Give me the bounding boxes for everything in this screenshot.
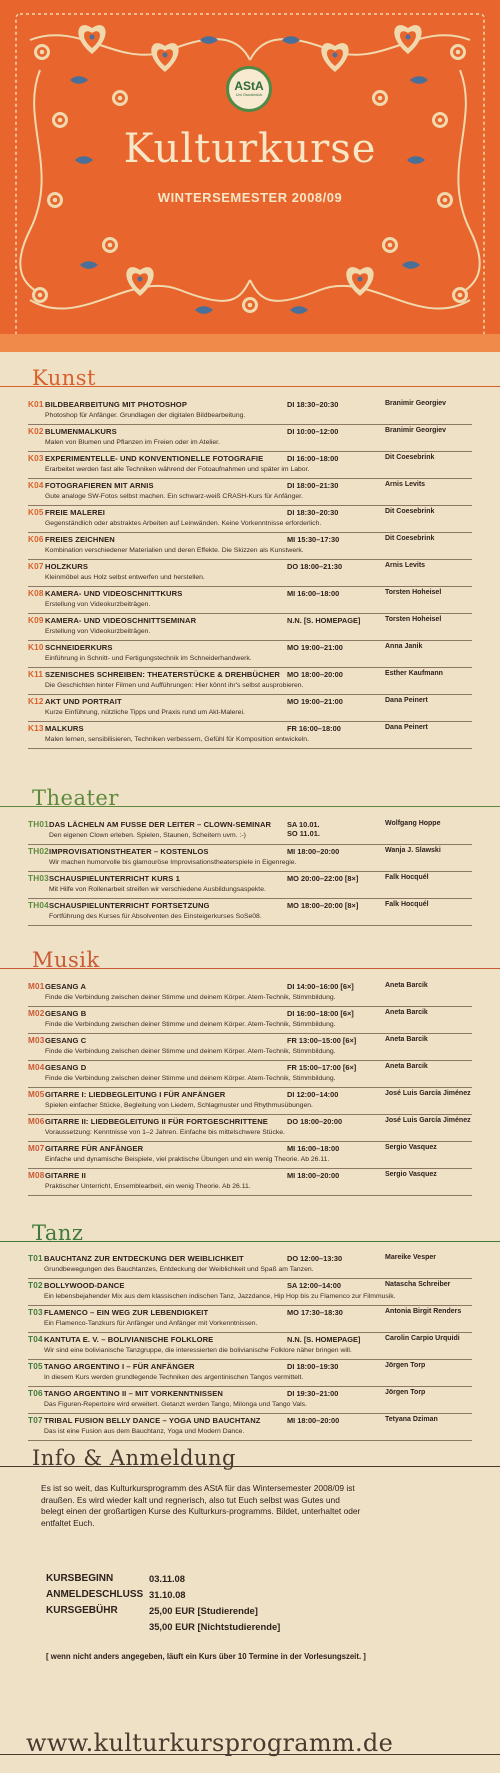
course-time: DO 18:00–21:30: [287, 562, 343, 571]
course-time: MO 20:00–22:00 [8×]: [287, 874, 359, 883]
course-code: M08: [28, 1171, 45, 1180]
course-title: HOLZKURS: [45, 562, 88, 571]
course-row: [28, 980, 472, 1007]
course-teacher: Arnis Levits: [385, 562, 426, 569]
page-subtitle: WINTERSEMESTER 2008/09: [157, 190, 343, 205]
course-code: K07: [28, 562, 44, 571]
course-teacher: José Luis García Jiménez: [385, 1090, 471, 1097]
course-row: [28, 872, 472, 899]
anmeldeschluss-label: ANMELDESCHLUSS: [46, 1589, 144, 1600]
course-code: T07: [28, 1416, 43, 1425]
course-teacher: Dit Coesebrink: [385, 454, 435, 461]
course-time: MI 16:00–18:00: [287, 1144, 340, 1153]
course-code: T06: [28, 1389, 43, 1398]
course-code: T03: [28, 1308, 43, 1317]
header-banner: [0, 0, 500, 352]
page-title: Kulturkurse: [123, 126, 377, 172]
info-paragraph: Es ist so weit, das Kulturkursprogramm des AStA für das Wintersemester 2008/09 ist draußen. Es wird wieder kalt und regnerisch, also tut Euch selbst was Gutes und belegt einen der großartigen Kurse des Kulturkurs-programms. Bildet, unterhaltet oder entfaltet Euch.: [41, 1483, 361, 1528]
course-code: M04: [28, 1063, 45, 1072]
anmeldeschluss-value: 31.10.08: [149, 1589, 186, 1600]
asta-logo-text: AStA: [234, 79, 264, 93]
course-time: DI 10:00–12:00: [287, 427, 339, 436]
course-title: DAS LÄCHELN AM FUSSE DER LEITER – CLOWN-SEMINAR: [49, 820, 272, 829]
course-row: [28, 1279, 472, 1306]
course-description: Praktischer Unterricht, Ensemblearbeit, ein wenig Theorie. Ab 26.11.: [45, 1183, 251, 1190]
course-list-theater: [28, 818, 472, 926]
course-title: TANGO ARGENTINO II – MIT VORKENNTNISSEN: [44, 1389, 223, 1398]
course-title: SZENISCHES SCHREIBEN: THEATERSTÜCKE & DREHBÜCHER: [45, 670, 281, 679]
course-description: Das ist eine Fusion aus dem Bauchtanz, Yoga und Modern Dance.: [44, 1428, 245, 1435]
course-time: FR 15:00–17:00 [6×]: [287, 1063, 357, 1072]
course-teacher: Natascha Schreiber: [385, 1281, 451, 1288]
course-code: K02: [28, 427, 44, 436]
course-time: N.N. [S. HOMEPAGE]: [287, 1335, 361, 1344]
course-description: Voraussetzung: Kenntnisse von 1–2 Jahren. Einfache bis mittelschwere Stücke.: [45, 1129, 285, 1136]
section-title-theater: Theater: [32, 786, 119, 810]
url-rule: [0, 1754, 500, 1755]
course-description: Einfache und dynamische Beispiele, viel praktische Übungen und ein wenig Theorie. Ab 26.11.: [45, 1156, 330, 1163]
course-description: Malen von Blumen und Pflanzen im Freien oder im Atelier.: [45, 439, 220, 446]
course-code: K05: [28, 508, 44, 517]
course-time: DO 18:00–20:00: [287, 1117, 343, 1126]
course-title: BAUCHTANZ ZUR ENTDECKUNG DER WEIBLICHKEIT: [44, 1254, 244, 1263]
folk-ornament-frame: [0, 0, 500, 352]
course-title: BILDBEARBEITUNG MIT PHOTOSHOP: [45, 400, 187, 409]
course-title: FREIE MALEREI: [45, 508, 105, 517]
course-time: MI 16:00–18:00: [287, 589, 340, 598]
section-title-musik: Musik: [32, 948, 100, 972]
course-teacher: Falk Hocquél: [385, 901, 429, 908]
course-row: [28, 668, 472, 695]
course-teacher: Torsten Hoheisel: [385, 589, 442, 596]
section-rule-theater: [0, 806, 500, 807]
course-title: FOTOGRAFIEREN MIT ARNIS: [45, 481, 154, 490]
course-time: MO 17:30–18:30: [287, 1308, 343, 1317]
course-description: Mit Hilfe von Rollenarbeit streifen wir verschiedene Ausbildungsaspekte.: [49, 886, 266, 893]
course-teacher: Falk Hocquél: [385, 874, 429, 881]
course-time: MI 18:00–20:00: [287, 1171, 340, 1180]
course-row: [28, 614, 472, 641]
course-title: GESANG D: [45, 1063, 87, 1072]
course-row: [28, 1034, 472, 1061]
course-row: [28, 425, 472, 452]
course-row: [28, 1007, 472, 1034]
course-description: Erarbeitet werden fast alle Techniken während der Fotoaufnahmen und später im Labor.: [45, 466, 310, 473]
course-row: [28, 899, 472, 926]
section-title-tanz: Tanz: [32, 1221, 84, 1245]
course-code: M07: [28, 1144, 45, 1153]
course-time: MO 19:00–21:00: [287, 697, 343, 706]
course-list-musik: [28, 980, 472, 1196]
course-teacher: Branimir Georgiev: [385, 427, 447, 434]
course-code: T02: [28, 1281, 43, 1290]
course-time: FR 13:00–15:00 [6×]: [287, 1036, 357, 1045]
course-teacher: Aneta Barcik: [385, 982, 428, 989]
info-note: [ wenn nicht anders angegeben, läuft ein Kurs über 10 Termine in der Vorlesungszeit. ]: [46, 1652, 366, 1661]
course-description: Gegenständlich oder abstraktes Arbeiten auf Leinwänden. Keine Vorkenntnisse erforderlich.: [45, 520, 322, 527]
course-code: K06: [28, 535, 44, 544]
course-row: [28, 641, 472, 668]
course-teacher: Wanja J. Slawski: [385, 847, 441, 854]
course-teacher: Mareike Vesper: [385, 1254, 436, 1261]
course-description: Photoshop für Anfänger. Grundlagen der digitalen Bildbearbeitung.: [45, 412, 246, 419]
course-time: SA 12:00–14:00: [287, 1281, 341, 1290]
course-code: K03: [28, 454, 44, 463]
website-url[interactable]: www.kulturkursprogramm.de: [26, 1729, 394, 1757]
course-title: KANTUTA E. V. – BOLIVIANISCHE FOLKLORE: [44, 1335, 214, 1344]
course-row: [28, 587, 472, 614]
course-row: [28, 506, 472, 533]
course-description: Malen lernen, sensibilisieren, Techniken verbessern, Gefühl für Komposition entwickeln.: [45, 736, 309, 743]
course-description: Die Geschichten hinter Filmen und Aufführungen: Hier könnt ihr's selbst ausprobieren.: [45, 682, 304, 689]
kursgebuehr-value-1: 25,00 EUR [Studierende]: [149, 1605, 258, 1616]
course-title: KAMERA- UND VIDEOSCHNITTKURS: [45, 589, 183, 598]
course-code: T05: [28, 1362, 43, 1371]
course-teacher: Arnis Levits: [385, 481, 426, 488]
course-description: Kleinmöbel aus Holz selbst entwerfen und herstellen.: [45, 574, 205, 581]
course-title: SCHNEIDERKURS: [45, 643, 113, 652]
course-time: MO 18:00–20:00: [287, 670, 343, 679]
course-row: [28, 818, 472, 845]
course-description: Wir sind eine bolivianische Tanzgruppe, die interessierten die bolivianische Folklore näher bringen will.: [44, 1347, 352, 1354]
course-teacher: Torsten Hoheisel: [385, 616, 442, 623]
course-row: [28, 533, 472, 560]
course-code: M06: [28, 1117, 45, 1126]
section-rule-kunst: [0, 386, 500, 387]
course-time: DO 12:00–13:30: [287, 1254, 343, 1263]
course-row: [28, 452, 472, 479]
course-title: SCHAUSPIELUNTERRICHT FORTSETZUNG: [49, 901, 210, 910]
course-code: K13: [28, 724, 44, 733]
course-description: In diesem Kurs werden grundlegende Techniken des argentinischen Tangos vermittelt.: [44, 1374, 304, 1381]
course-description: Kurze Einführung, nützliche Tipps und Praxis rund um Akt-Malerei.: [45, 709, 245, 716]
course-row: [28, 1252, 472, 1279]
course-code: K01: [28, 400, 44, 409]
course-row: [28, 1142, 472, 1169]
course-code: K11: [28, 670, 44, 679]
kursbeginn-value: 03.11.08: [149, 1573, 185, 1584]
course-time: DI 12:00–14:00: [287, 1090, 339, 1099]
asta-logo-subtext: Uni Osnabrück: [235, 92, 263, 97]
course-time: DI 18:00–19:30: [287, 1362, 339, 1371]
course-title: EXPERIMENTELLE- UND KONVENTIONELLE FOTOGRAFIE: [45, 454, 264, 463]
course-code: TH04: [28, 901, 49, 910]
course-description: Fortführung des Kurses für Absolventen des Einsteigerkurses SoSe08.: [49, 913, 262, 920]
course-title: GESANG B: [45, 1009, 87, 1018]
section-title-info: Info & Anmeldung: [32, 1446, 236, 1470]
kursgebuehr-value-2: 35,00 EUR [Nichtstudierende]: [149, 1621, 281, 1632]
course-list-kunst: [28, 398, 472, 749]
course-teacher: Jörgen Torp: [385, 1362, 426, 1369]
course-teacher: Branimir Georgiev: [385, 400, 447, 407]
course-title: FLAMENCO – EIN WEG ZUR LEBENDIGKEIT: [44, 1308, 209, 1317]
course-description: Kombination verschiedener Materialien und deren Effekte. Die Skizzen als Kunstwerk.: [45, 547, 304, 554]
course-teacher: Antonia Birgit Renders: [385, 1308, 462, 1315]
section-rule-musik: [0, 968, 500, 969]
course-row: [28, 398, 472, 425]
course-teacher: Dit Coesebrink: [385, 508, 435, 515]
course-description: Finde die Verbindung zwischen deiner Stimme und deinem Körper. Atem-Technik, Stimmbildung.: [45, 1075, 336, 1082]
course-code: K04: [28, 481, 44, 490]
course-time-2: SO 11.01.: [287, 829, 320, 838]
course-title: MALKURS: [45, 724, 84, 733]
course-row: [28, 695, 472, 722]
course-code: M02: [28, 1009, 45, 1018]
course-time: FR 16:00–18:00: [287, 724, 341, 733]
course-description: Das Figuren-Repertoire wird erweitert. Getanzt werden Tango, Milonga und Tango Vals.: [44, 1401, 307, 1408]
course-teacher: Aneta Barcik: [385, 1063, 428, 1070]
course-title: TANGO ARGENTINO I – FÜR ANFÄNGER: [44, 1362, 195, 1371]
course-title: GESANG C: [45, 1036, 87, 1045]
kursbeginn-label: KURSBEGINN: [46, 1573, 114, 1584]
course-row: [28, 1115, 472, 1142]
course-teacher: José Luis García Jiménez: [385, 1117, 471, 1124]
course-title: BOLLYWOOD-DANCE: [44, 1281, 125, 1290]
asta-logo: [226, 66, 272, 112]
course-teacher: Tetyana Dziman: [385, 1416, 438, 1423]
course-row: [28, 479, 472, 506]
course-teacher: Jörgen Torp: [385, 1389, 426, 1396]
course-time: SA 10.01.: [287, 820, 320, 829]
course-description: Den eigenen Clown erleben. Spielen, Staunen, Scheitern uvm. :-): [49, 832, 246, 839]
course-description: Ein lebensbejahender Mix aus dem klassischen indischen Tanz, Jazzdance, Hip Hop bis zu Flamenco zur Filmmusik.: [44, 1293, 396, 1300]
course-title: GITARRE II: [45, 1171, 86, 1180]
course-time: MI 18:00–20:00: [287, 1416, 340, 1425]
section-rule-tanz: [0, 1241, 500, 1242]
course-time: DI 18:30–20:30: [287, 508, 339, 517]
course-time: MO 19:00–21:00: [287, 643, 343, 652]
course-row: [28, 1387, 472, 1414]
course-title: TRIBAL FUSION BELLY DANCE – YOGA UND BAUCHTANZ: [44, 1416, 261, 1425]
course-row: [28, 1061, 472, 1088]
course-code: K10: [28, 643, 44, 652]
course-time: DI 16:00–18:00 [6×]: [287, 1009, 354, 1018]
course-description: Finde die Verbindung zwischen deiner Stimme und deinem Körper. Atem-Technik, Stimmbildung.: [45, 994, 336, 1001]
course-code: TH01: [28, 820, 49, 829]
course-code: M01: [28, 982, 45, 991]
section-rule-info: [0, 1466, 500, 1467]
course-description: Erstellung von Videokurzbeiträgen.: [45, 601, 151, 608]
course-code: T01: [28, 1254, 43, 1263]
course-title: IMPROVISATIONSTHEATER – KOSTENLOS: [49, 847, 209, 856]
course-description: Gute analoge SW-Fotos selbst machen. Ein schwarz-weiß CRASH-Kurs für Anfänger.: [45, 493, 303, 500]
course-time: DI 19:30–21:00: [287, 1389, 339, 1398]
course-time: MI 18:00–20:00: [287, 847, 340, 856]
course-row: [28, 1414, 472, 1441]
course-teacher: Aneta Barcik: [385, 1036, 428, 1043]
course-time: DI 18:00–21:30: [287, 481, 339, 490]
course-title: AKT UND PORTRAIT: [45, 697, 122, 706]
course-title: GITARRE II: LIEDBEGLEITUNG II FÜR FORTGESCHRITTENE: [45, 1117, 268, 1126]
course-row: [28, 1169, 472, 1196]
course-title: BLUMENMALKURS: [45, 427, 117, 436]
course-teacher: Carolin Carpio Urquidi: [385, 1335, 460, 1342]
course-time: DI 14:00–16:00 [6×]: [287, 982, 354, 991]
course-time: MO 18:00–20:00 [8×]: [287, 901, 359, 910]
course-time: N.N. [S. HOMEPAGE]: [287, 616, 361, 625]
course-row: [28, 560, 472, 587]
course-teacher: Sergio Vasquez: [385, 1171, 437, 1178]
course-title: GITARRE I: LIEDBEGLEITUNG I FÜR ANFÄNGER: [45, 1090, 226, 1099]
course-row: [28, 722, 472, 749]
course-code: K08: [28, 589, 44, 598]
section-title-kunst: Kunst: [32, 366, 96, 390]
course-title: KAMERA- UND VIDEOSCHNITTSEMINAR: [45, 616, 197, 625]
course-description: Grundbewegungen des Bauchtanzes, Entdeckung der Weiblichkeit und Spaß am Tanzen.: [44, 1266, 314, 1273]
course-time: DI 18:30–20:30: [287, 400, 339, 409]
course-teacher: Dana Peinert: [385, 697, 428, 704]
course-description: Einführung in Schnitt- und Fertigungstechnik im Schneiderhandwerk.: [45, 655, 252, 662]
course-row: [28, 1360, 472, 1387]
course-code: M05: [28, 1090, 45, 1099]
course-teacher: Wolfgang Hoppe: [385, 820, 441, 827]
course-code: K12: [28, 697, 44, 706]
course-description: Wir machen humorvolle bis glamouröse Improvisationstheaterspiele in Eigenregie.: [49, 859, 297, 866]
course-row: [28, 845, 472, 872]
course-code: T04: [28, 1335, 43, 1344]
course-description: Ein Flamenco-Tanzkurs für Anfänger und Anfänger mit Vorkenntnissen.: [44, 1320, 258, 1327]
course-title: GITARRE FÜR ANFÄNGER: [45, 1144, 144, 1153]
course-title: SCHAUSPIELUNTERRICHT KURS 1: [49, 874, 180, 883]
course-code: TH03: [28, 874, 49, 883]
course-title: FREIES ZEICHNEN: [45, 535, 115, 544]
course-description: Finde die Verbindung zwischen deiner Stimme und deinem Körper. Atem-Technik, Stimmbildung.: [45, 1048, 336, 1055]
course-time: MI 15:30–17:30: [287, 535, 340, 544]
course-teacher: Aneta Barcik: [385, 1009, 428, 1016]
course-description: Erstellung von Videokurzbeiträgen.: [45, 628, 151, 635]
course-title: GESANG A: [45, 982, 87, 991]
course-row: [28, 1306, 472, 1333]
course-code: TH02: [28, 847, 49, 856]
course-list-tanz: [28, 1252, 472, 1441]
course-row: [28, 1333, 472, 1360]
course-teacher: Anna Janik: [385, 643, 423, 650]
course-description: Spielen einfacher Stücke, Begleitung von Liedern, Schlagmuster und Rhythmusübungen.: [45, 1102, 313, 1109]
course-code: M03: [28, 1036, 45, 1045]
course-teacher: Esther Kaufmann: [385, 670, 443, 677]
kursgebuehr-label: KURSGEBÜHR: [46, 1605, 118, 1616]
course-time: DI 16:00–18:00: [287, 454, 339, 463]
course-teacher: Dit Coesebrink: [385, 535, 435, 542]
course-teacher: Sergio Vasquez: [385, 1144, 437, 1151]
course-description: Finde die Verbindung zwischen deiner Stimme und deinem Körper. Atem-Technik, Stimmbildung.: [45, 1021, 336, 1028]
course-teacher: Dana Peinert: [385, 724, 428, 731]
course-code: K09: [28, 616, 44, 625]
course-row: [28, 1088, 472, 1115]
